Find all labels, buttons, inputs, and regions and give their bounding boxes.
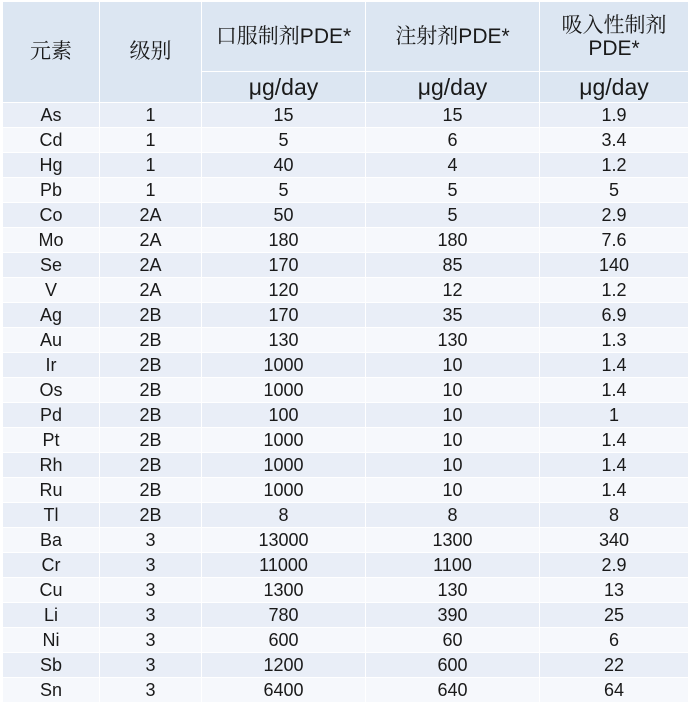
cell-inhalation-pde: 25 <box>540 603 689 628</box>
cell-oral-pde: 6400 <box>202 678 366 703</box>
table-row <box>3 128 689 153</box>
cell-element: Pt <box>3 428 100 453</box>
cell-parenteral-pde: 6 <box>366 128 540 153</box>
cell-parenteral-pde: 10 <box>366 403 540 428</box>
cell-oral-pde: 13000 <box>202 528 366 553</box>
cell-parenteral-pde: 10 <box>366 378 540 403</box>
cell-parenteral-pde: 10 <box>366 353 540 378</box>
cell-class: 1 <box>100 103 202 128</box>
cell-class: 3 <box>100 528 202 553</box>
cell-oral-pde: 1000 <box>202 378 366 403</box>
table-row <box>3 628 689 653</box>
cell-oral-pde: 100 <box>202 403 366 428</box>
cell-class: 1 <box>100 178 202 203</box>
cell-element: Tl <box>3 503 100 528</box>
cell-inhalation-pde: 1.4 <box>540 428 689 453</box>
header-inhalation-unit: μg/day <box>540 72 689 103</box>
cell-class: 1 <box>100 153 202 178</box>
table-body <box>3 103 689 703</box>
header-oral-unit: μg/day <box>202 72 366 103</box>
cell-class: 3 <box>100 603 202 628</box>
cell-inhalation-pde: 1.3 <box>540 328 689 353</box>
cell-element: V <box>3 278 100 303</box>
cell-inhalation-pde: 6 <box>540 628 689 653</box>
cell-element: Sn <box>3 678 100 703</box>
header-inhalation-pde: 吸入性制剂PDE* <box>540 2 689 72</box>
table-row <box>3 603 689 628</box>
cell-inhalation-pde: 22 <box>540 653 689 678</box>
cell-oral-pde: 1000 <box>202 353 366 378</box>
cell-class: 2B <box>100 303 202 328</box>
cell-inhalation-pde: 340 <box>540 528 689 553</box>
cell-oral-pde: 1000 <box>202 453 366 478</box>
cell-parenteral-pde: 4 <box>366 153 540 178</box>
cell-inhalation-pde: 6.9 <box>540 303 689 328</box>
cell-oral-pde: 40 <box>202 153 366 178</box>
table-row <box>3 453 689 478</box>
cell-class: 2B <box>100 453 202 478</box>
cell-class: 2B <box>100 503 202 528</box>
cell-class: 2B <box>100 478 202 503</box>
table-row <box>3 578 689 603</box>
cell-inhalation-pde: 1.4 <box>540 353 689 378</box>
table-row <box>3 103 689 128</box>
table-row <box>3 428 689 453</box>
cell-class: 3 <box>100 653 202 678</box>
header-class: 级别 <box>100 2 202 103</box>
table-row <box>3 553 689 578</box>
table-row <box>3 403 689 428</box>
cell-class: 2A <box>100 228 202 253</box>
cell-oral-pde: 1300 <box>202 578 366 603</box>
table-row <box>3 528 689 553</box>
table-row <box>3 678 689 703</box>
cell-class: 1 <box>100 128 202 153</box>
cell-inhalation-pde: 5 <box>540 178 689 203</box>
cell-element: As <box>3 103 100 128</box>
cell-oral-pde: 180 <box>202 228 366 253</box>
table-header <box>3 2 689 103</box>
table-row <box>3 278 689 303</box>
cell-class: 3 <box>100 628 202 653</box>
cell-parenteral-pde: 180 <box>366 228 540 253</box>
cell-element: Li <box>3 603 100 628</box>
cell-class: 2B <box>100 353 202 378</box>
cell-parenteral-pde: 130 <box>366 328 540 353</box>
table-row <box>3 203 689 228</box>
table-row <box>3 478 689 503</box>
cell-inhalation-pde: 1.4 <box>540 378 689 403</box>
cell-parenteral-pde: 5 <box>366 203 540 228</box>
cell-oral-pde: 8 <box>202 503 366 528</box>
cell-inhalation-pde: 3.4 <box>540 128 689 153</box>
cell-element: Mo <box>3 228 100 253</box>
cell-element: Sb <box>3 653 100 678</box>
cell-class: 2B <box>100 328 202 353</box>
header-oral-pde: 口服制剂PDE* <box>202 2 366 72</box>
elemental-impurities-pde-table <box>2 1 689 703</box>
cell-parenteral-pde: 35 <box>366 303 540 328</box>
cell-class: 2B <box>100 428 202 453</box>
cell-parenteral-pde: 12 <box>366 278 540 303</box>
cell-element: Ru <box>3 478 100 503</box>
cell-parenteral-pde: 10 <box>366 478 540 503</box>
table-row <box>3 253 689 278</box>
table-row <box>3 353 689 378</box>
cell-element: Co <box>3 203 100 228</box>
table-row <box>3 178 689 203</box>
cell-class: 2A <box>100 203 202 228</box>
table-row <box>3 378 689 403</box>
cell-inhalation-pde: 64 <box>540 678 689 703</box>
cell-oral-pde: 780 <box>202 603 366 628</box>
cell-parenteral-pde: 1100 <box>366 553 540 578</box>
cell-inhalation-pde: 13 <box>540 578 689 603</box>
cell-parenteral-pde: 60 <box>366 628 540 653</box>
cell-oral-pde: 1000 <box>202 428 366 453</box>
cell-parenteral-pde: 1300 <box>366 528 540 553</box>
header-parenteral-unit: μg/day <box>366 72 540 103</box>
cell-element: Se <box>3 253 100 278</box>
cell-inhalation-pde: 1.4 <box>540 478 689 503</box>
cell-element: Pb <box>3 178 100 203</box>
cell-oral-pde: 5 <box>202 128 366 153</box>
cell-parenteral-pde: 15 <box>366 103 540 128</box>
cell-inhalation-pde: 1.9 <box>540 103 689 128</box>
cell-element: Cr <box>3 553 100 578</box>
cell-inhalation-pde: 2.9 <box>540 553 689 578</box>
pde-table-container <box>0 1 690 724</box>
table-row <box>3 303 689 328</box>
cell-parenteral-pde: 85 <box>366 253 540 278</box>
table-row <box>3 653 689 678</box>
cell-oral-pde: 130 <box>202 328 366 353</box>
cell-element: Ag <box>3 303 100 328</box>
cell-oral-pde: 50 <box>202 203 366 228</box>
cell-oral-pde: 11000 <box>202 553 366 578</box>
table-row <box>3 153 689 178</box>
cell-parenteral-pde: 390 <box>366 603 540 628</box>
cell-inhalation-pde: 8 <box>540 503 689 528</box>
cell-inhalation-pde: 1.2 <box>540 278 689 303</box>
header-parenteral-pde: 注射剂PDE* <box>366 2 540 72</box>
cell-element: Hg <box>3 153 100 178</box>
table-row <box>3 228 689 253</box>
cell-element: Rh <box>3 453 100 478</box>
cell-class: 3 <box>100 678 202 703</box>
cell-parenteral-pde: 8 <box>366 503 540 528</box>
header-row <box>3 2 689 72</box>
cell-class: 2B <box>100 403 202 428</box>
cell-element: Cd <box>3 128 100 153</box>
cell-parenteral-pde: 130 <box>366 578 540 603</box>
cell-inhalation-pde: 1.2 <box>540 153 689 178</box>
cell-parenteral-pde: 10 <box>366 453 540 478</box>
cell-inhalation-pde: 1 <box>540 403 689 428</box>
cell-oral-pde: 600 <box>202 628 366 653</box>
table-row <box>3 503 689 528</box>
header-element: 元素 <box>3 2 100 103</box>
cell-element: Os <box>3 378 100 403</box>
cell-oral-pde: 5 <box>202 178 366 203</box>
cell-inhalation-pde: 140 <box>540 253 689 278</box>
cell-class: 2B <box>100 378 202 403</box>
cell-oral-pde: 170 <box>202 303 366 328</box>
cell-parenteral-pde: 640 <box>366 678 540 703</box>
cell-parenteral-pde: 10 <box>366 428 540 453</box>
cell-parenteral-pde: 5 <box>366 178 540 203</box>
cell-element: Ni <box>3 628 100 653</box>
cell-inhalation-pde: 2.9 <box>540 203 689 228</box>
cell-element: Au <box>3 328 100 353</box>
cell-oral-pde: 15 <box>202 103 366 128</box>
cell-class: 2A <box>100 278 202 303</box>
cell-element: Cu <box>3 578 100 603</box>
cell-class: 3 <box>100 553 202 578</box>
cell-inhalation-pde: 1.4 <box>540 453 689 478</box>
cell-oral-pde: 1000 <box>202 478 366 503</box>
cell-class: 2A <box>100 253 202 278</box>
table-row <box>3 328 689 353</box>
cell-oral-pde: 170 <box>202 253 366 278</box>
cell-parenteral-pde: 600 <box>366 653 540 678</box>
cell-oral-pde: 1200 <box>202 653 366 678</box>
cell-element: Ba <box>3 528 100 553</box>
cell-class: 3 <box>100 578 202 603</box>
cell-inhalation-pde: 7.6 <box>540 228 689 253</box>
cell-element: Pd <box>3 403 100 428</box>
cell-element: Ir <box>3 353 100 378</box>
cell-oral-pde: 120 <box>202 278 366 303</box>
